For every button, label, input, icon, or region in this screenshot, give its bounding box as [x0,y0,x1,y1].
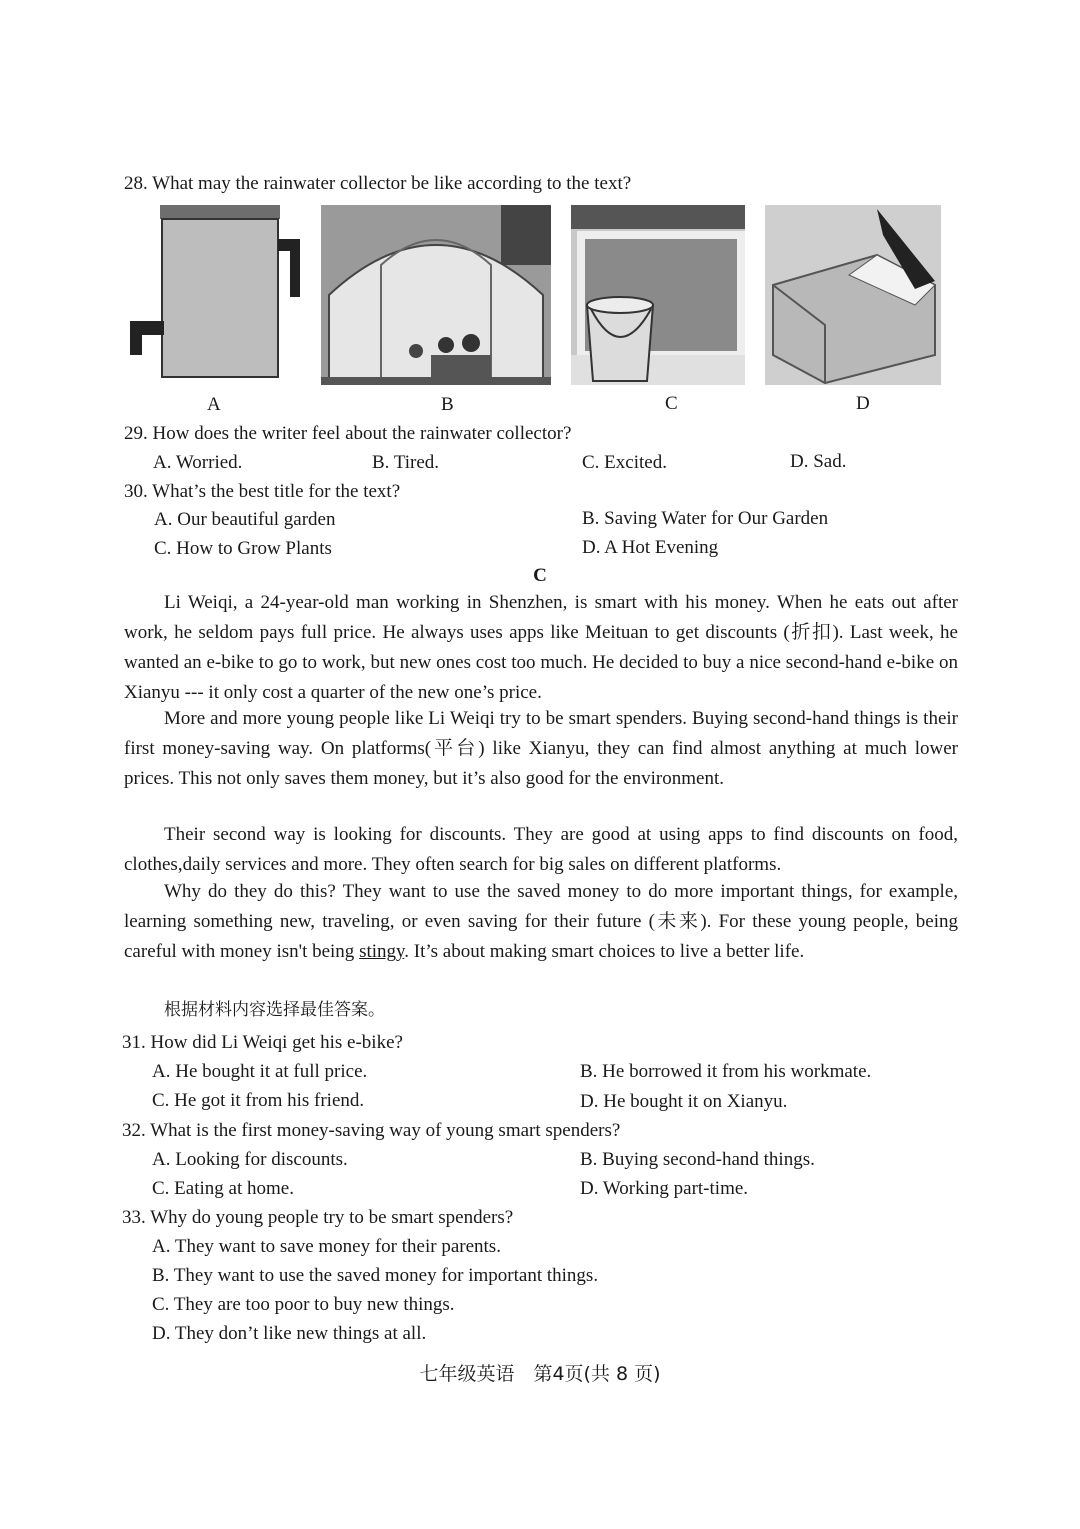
q29-option-d: D. Sad. [790,451,847,472]
q33-option-d: D. They don’t like new things at all. [152,1323,427,1344]
q29-option-b: B. Tired. [372,452,440,473]
question-33-stem: 33. Why do young people try to be smart spenders? [122,1207,514,1228]
option-c-bucket-image [571,205,745,385]
q30-option-a: A. Our beautiful garden [154,509,336,530]
q32-option-c: C. Eating at home. [152,1178,294,1199]
question-29-stem: 29. How does the writer feel about the rainwater collector? [124,423,572,444]
page-footer: 七年级英语 第4页(共 8 页) [419,1363,661,1385]
option-c-letter: C [665,393,678,414]
q31-option-a: A. He bought it at full price. [152,1061,368,1082]
question-31-stem: 31. How did Li Weiqi get his e-bike? [122,1032,403,1053]
question-32-stem: 32. What is the first money-saving way of young smart spenders? [122,1120,621,1141]
q31-option-d: D. He bought it on Xianyu. [580,1091,788,1112]
option-b-letter: B [441,394,454,415]
option-a-letter: A [207,394,221,415]
instruction-text: 根据材料内容选择最佳答案。 [164,1000,385,1020]
passage-paragraph-4 [124,877,958,967]
question-28-stem: 28. What may the rainwater collector be like according to the text? [124,173,632,194]
q33-option-c: C. They are too poor to buy new things. [152,1294,455,1315]
section-c-heading: C [533,565,547,586]
q33-option-a: A. They want to save money for their parents. [152,1236,501,1257]
underlined-word-stingy: stingy [359,941,405,962]
q32-option-a: A. Looking for discounts. [152,1149,348,1170]
q29-option-a: A. Worried. [153,452,243,473]
passage-paragraph-1: Li Weiqi, a 24-year-old man working in Shenzhen, is smart with his money. When he eats out after work, he seldom pays full price. He always uses apps like Meituan to get discounts (折扣). Last week, he wanted an e-bike to go to work, but new ones cost too much. He decided to buy a nice second-hand e-bike on Xianyu --- it only cost a quarter of the new one’s price. [124,592,958,703]
option-d-letter: D [856,393,870,414]
q33-option-b: B. They want to use the saved money for important things. [152,1265,599,1286]
q31-option-b: B. He borrowed it from his workmate. [580,1061,872,1082]
paragraph-4-text-start: Why do they do this? They want to use the saved money to do more important things, for example, learning something new, traveling, or even saving for their future (未来). For these young people, being careful with money isn't being [124,881,958,962]
q29-option-c: C. Excited. [582,452,667,473]
q32-option-d: D. Working part-time. [580,1178,749,1199]
passage-paragraph-2: More and more young people like Li Weiqi try to be smart spenders. Buying second-hand things is their first money-saving way. On platforms(平台) like Xianyu, they can find almost anything at much lower prices. This not only saves them money, but it’s also good for the environment. [124,708,958,789]
option-a-tank-image [128,203,302,383]
question-30-stem: 30. What’s the best title for the text? [124,481,401,502]
paragraph-4-text-end: . It’s about making smart choices to live a better life. [404,941,805,962]
option-b-greenhouse-image [321,205,551,385]
q31-option-c: C. He got it from his friend. [152,1090,365,1111]
q30-option-c: C. How to Grow Plants [154,538,332,559]
q32-option-b: B. Buying second-hand things. [580,1149,815,1170]
passage-paragraph-3: Their second way is looking for discounts. They are good at using apps to find discounts on food, clothes,daily services and more. They often search for big sales on different platforms. [124,824,958,875]
option-d-box-image [765,205,941,385]
q30-option-d: D. A Hot Evening [582,537,719,558]
q30-option-b: B. Saving Water for Our Garden [582,508,829,529]
